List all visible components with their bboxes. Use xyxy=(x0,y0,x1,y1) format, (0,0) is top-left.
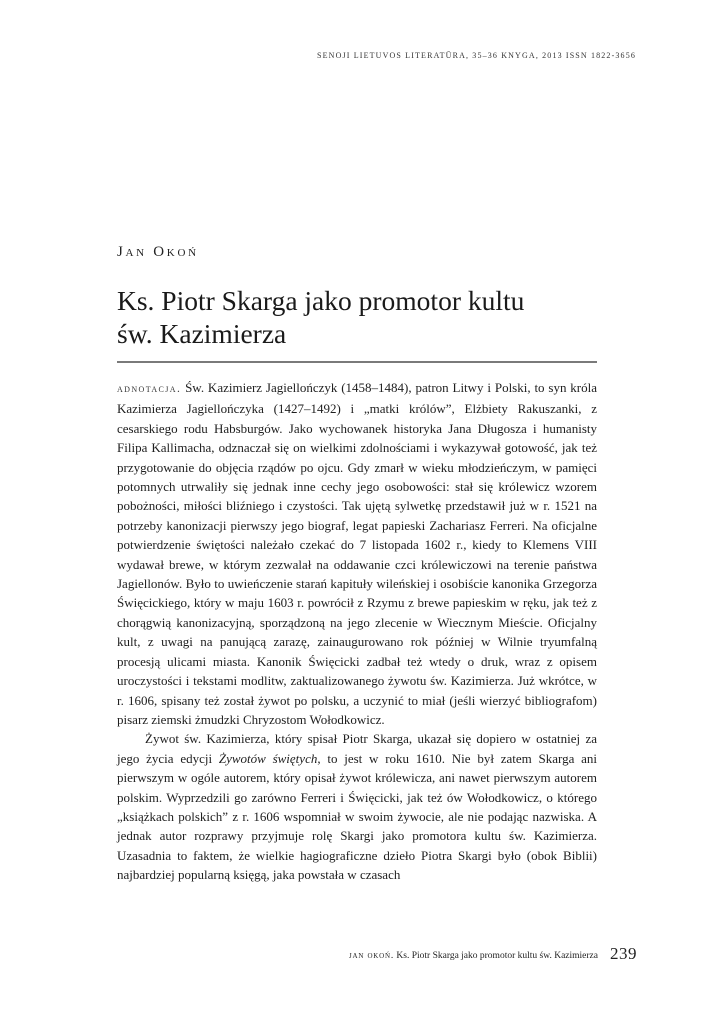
paragraph-text-end: , to jest w roku 1610. Nie był zatem Skarga ani pierwszym w ogóle autorem, który opisał żywot królewicza, ani nawet pierwszym autorem polskim. Wyprzedzili go zarówno Ferreri i Święcicki, jak też ów Wołodkowicz, o którego „książkach polskich” z r. 1606 wspomniał w swoim żywocie, ale nie podając nazwiska. A jednak autor rozprawy przyjmuje rolę Skargi jako promotora kultu św. Kazimierza. Uzasadnia to faktem, że wielkie hagiograficzne dzieło Piotra Skargi było (obok Biblii) najbardziej popularną księgą, jaka powstała w czasach xyxy=(117,750,597,883)
running-header: SENOJI LIETUVOS LITERATŪRA, 35–36 KNYGA, 2013 ISSN 1822-3656 xyxy=(317,51,636,60)
book-title-italic: Żywotów świętych xyxy=(218,750,318,766)
footer-title: Ks. Piotr Skarga jako promotor kultu św. Kazimierza xyxy=(394,951,598,961)
running-footer xyxy=(230,951,598,961)
article-title xyxy=(117,284,597,350)
abstract-label: adnotacja. xyxy=(117,383,182,395)
abstract-text: Św. Kazimierz Jagiellończyk (1458–1484), patron Litwy i Polski, to syn króla Kazimierza Jagiellończyka (1427–1492) i „matki królów”, Elżbiety Rakuszanki, z cesarskiego rodu Habsburgów. Jako wychowanek historyka Jana Długosza i humanisty Filipa Kallimacha, odznaczał się on wielkimi zdolnościami i wykazywał gotowość, jak też przygotowanie do objęcia rządów po ojcu. Gdy zmarł w wieku młodzieńczym, w pamięci potomnych utrwaliły się jednak inne cechy jego osobowości: stał się królewicz wzorem pobożności, miłości bliźniego i czystości. Tak ujętą sylwetkę przedstawił już w r. 1521 na potrzeby kanonizacji pierwszy jego biograf, legat papieski Zachariasz Ferreri. Na oficjalne potwierdzenie świętości należało czekać do 7 listopada 1602 r., kiedy to Klemens VIII wydawał brewe, w którym zezwalał na oddawanie czci królewiczowi na terenie państwa Jagiellonów. Było to uwieńczenie starań kapituły wileńskiej i osobiście kanonika Grzegorza Święcickiego, który w maju 1603 r. powrócił z Rzymu z brewe papieskim w ręku, jak też z chorągwią kanonizacyjną, sporządzoną na jego zlecenie w Wiecznym Mieście. Oficjalny kult, z uwagi na panującą zarazę, zainaugurowano rok później w Wilnie tryumfalną procesją ulicami miasta. Kanonik Święcicki zadbał też wtedy o druk, wraz z opisem uroczystości i tekstami modlitw, zaktualizowanego żywotu św. Kazimierza. Już wkrótce, w r. 1606, spisany też został żywot po polsku, a uczynić to miał (jeśli wierzyć bibliografom) pisarz ziemski żmudzki Chryzostom Wołodkowicz. xyxy=(117,380,597,727)
title-divider xyxy=(117,361,597,363)
article-body xyxy=(117,378,597,885)
page-number: 239 xyxy=(610,944,637,963)
body-paragraph xyxy=(117,729,597,884)
footer-author: jan okoń. xyxy=(349,951,395,961)
paragraph-text-start: Żywot św. Kazimierza, który spisał Piotr Skarga, ukazał się dopiero w ostatniej za jego życia edycji xyxy=(117,731,597,766)
abstract-paragraph xyxy=(117,378,597,729)
title-line-1: Ks. Piotr Skarga jako promotor kultu xyxy=(117,285,525,316)
article-author: Jan Okoń xyxy=(117,244,199,260)
title-line-2: św. Kazimierza xyxy=(117,318,287,349)
